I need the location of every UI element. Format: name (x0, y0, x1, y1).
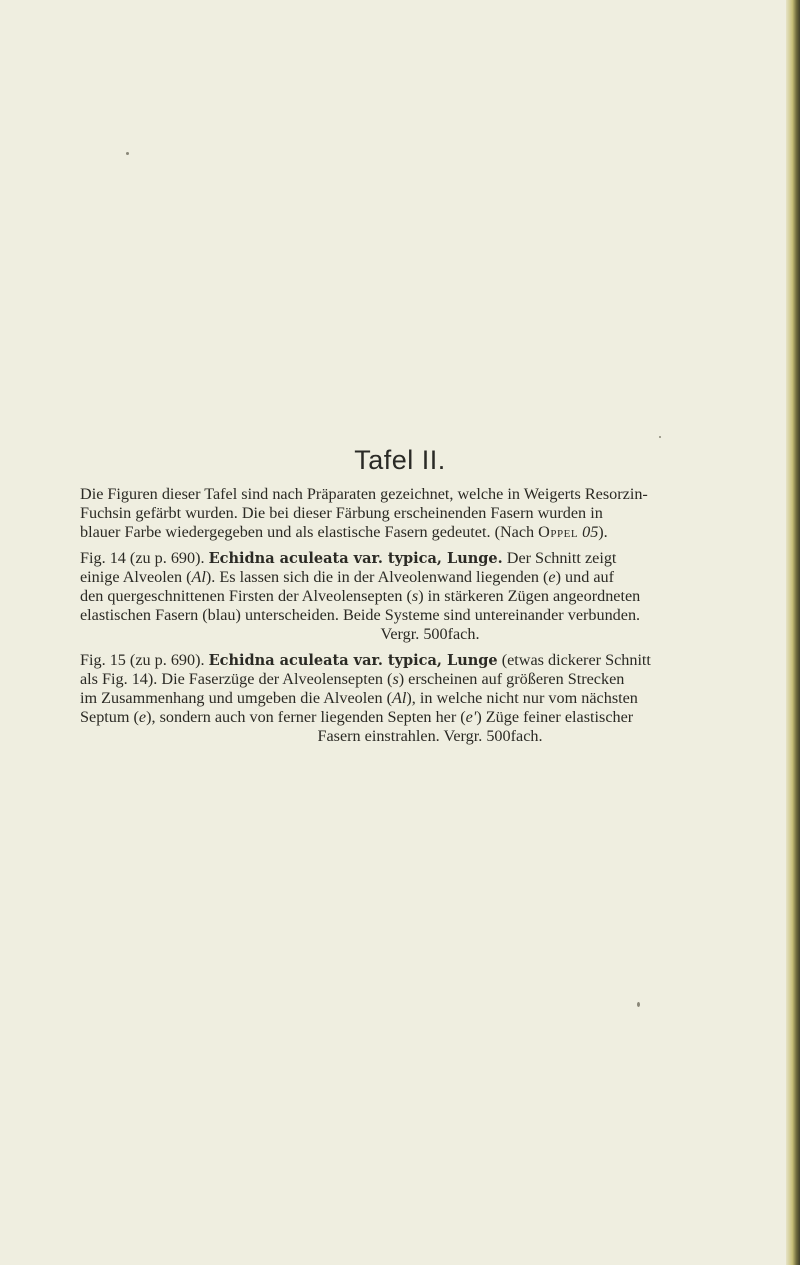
intro-line: blauer Farbe wiedergegeben und als elastische Fasern gedeutet. (Nach Oppel 05). (80, 523, 608, 541)
fig14-magnification: Vergr. 500fach. (380, 625, 480, 643)
fig14-line: den quergeschnittenen Firsten der Alveolensepten (s) in stärkeren Zügen angeordneten (80, 587, 641, 605)
fig14-line: einige Alveolen (Al). Es lassen sich die in der Alveolenwand liegenden (e) und auf (80, 568, 615, 586)
citation-year: 05 (582, 523, 599, 541)
paper-speck (637, 1002, 640, 1007)
fig15-magnification: Fasern einstrahlen. Vergr. 500fach. (317, 727, 543, 745)
paper-speck (659, 436, 661, 438)
fig14-line: Fig. 14 (zu p. 690). Echidna aculeata var. typica, Lunge. Der Schnitt zeigt (80, 549, 617, 567)
fig14-species: Echidna aculeata var. typica, Lunge. (208, 550, 503, 567)
caption-body (80, 485, 780, 753)
fig14-line: elastischen Fasern (blau) unterscheiden. Beide Systeme sind untereinander verbunden. (80, 606, 641, 624)
fig15-line: Septum (e), sondern auch von ferner liegenden Septen her (e') Züge feiner elastischer (80, 708, 634, 726)
page-title: Tafel II. (354, 445, 446, 475)
author-name: Oppel (538, 523, 579, 541)
intro-line: Die Figuren dieser Tafel sind nach Präparaten gezeichnet, welche in Weigerts Resorzin- (80, 485, 648, 503)
fig15-line: als Fig. 14). Die Faserzüge der Alveolensepten (s) erscheinen auf größeren Strecken (80, 670, 625, 688)
intro-paragraph (80, 485, 780, 542)
fig14-caption (80, 549, 780, 644)
fig15-species: Echidna aculeata var. typica, Lunge (208, 652, 498, 669)
paper-speck (126, 152, 129, 155)
fig15-line: Fig. 15 (zu p. 690). Echidna aculeata var. typica, Lunge (etwas dickerer Schnitt (80, 651, 651, 669)
intro-line: Fuchsin gefärbt wurden. Die bei dieser Färbung erscheinenden Fasern wurden in (80, 504, 603, 522)
fig15-caption (80, 651, 780, 746)
page-edge (786, 0, 800, 1265)
fig15-line: im Zusammenhang und umgeben die Alveolen (Al), in welche nicht nur vom nächsten (80, 689, 638, 707)
